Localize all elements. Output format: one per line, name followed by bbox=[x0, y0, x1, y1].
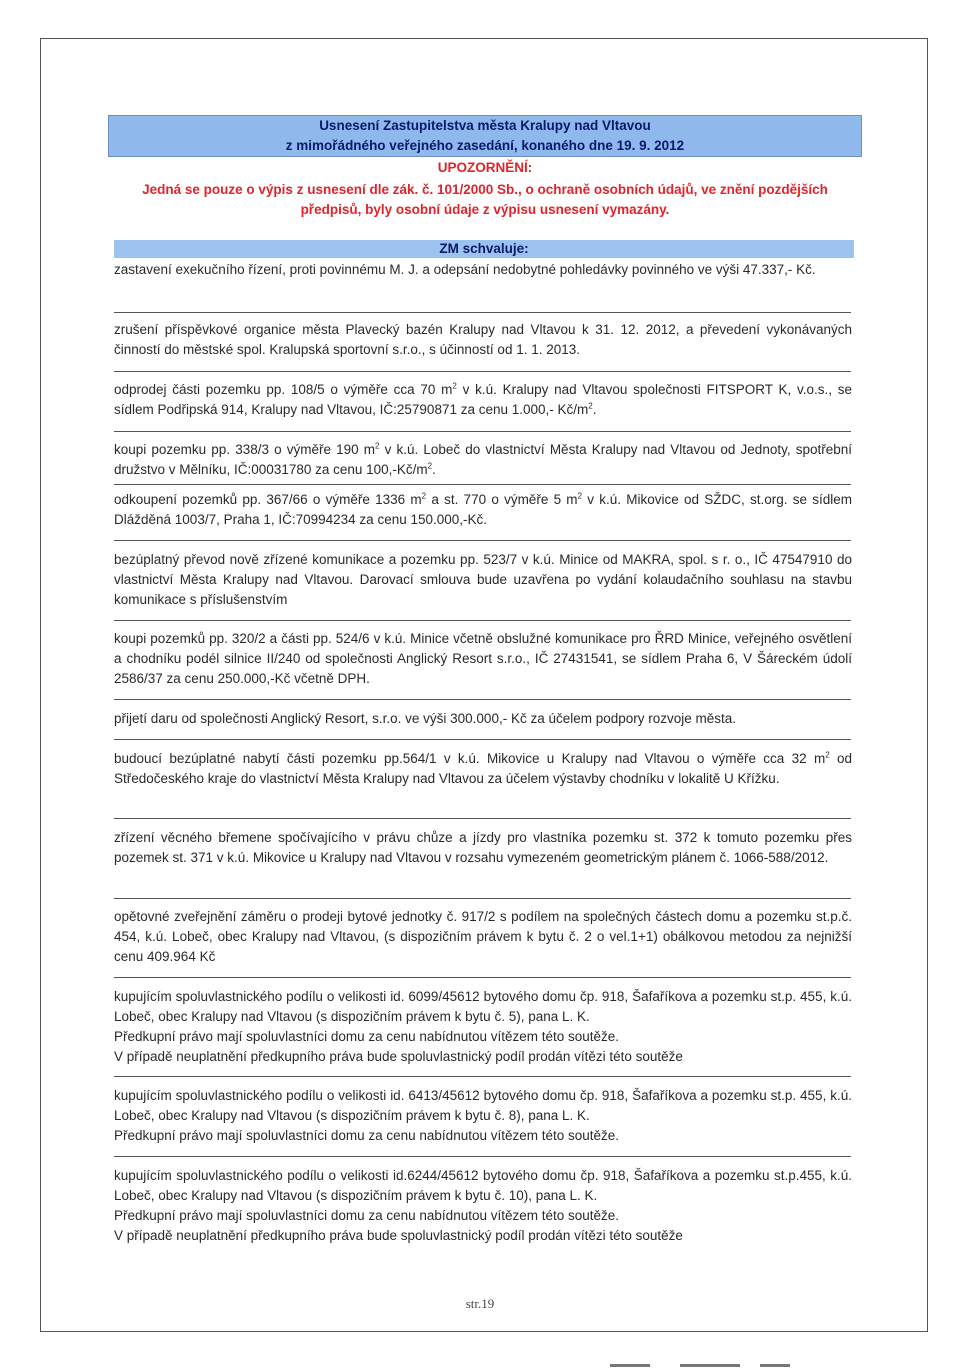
scan-mark bbox=[610, 1364, 650, 1367]
resolution-item: opětovné zveřejnění záměru o prodeji bytové jednotky č. 917/2 s podílem na společných částech domu a pozemku st.p.č. 454, k.ú. Lobeč, obec Kralupy nad Vltavou, (s dispozičním právem k bytu č. 2 o vel.1+1) obálkovou metodou za nejnižší cenu 409.964 Kč bbox=[114, 909, 852, 964]
divider bbox=[114, 540, 851, 541]
resolution-item: kupujícím spoluvlastnického podílu o velikosti id. 6413/45612 bytového domu čp. 918, Šafaříkova a pozemku st.p. 455, k.ú. Lobeč, obec Kralupy nad Vltavou (s dispozičním právem k bytu č. 8), pana L. K. Předkupní právo mají spoluvlastníci domu za cenu nabídnutou vítězem této soutěže. bbox=[114, 1088, 852, 1143]
resolution-item: bezúplatný převod nově zřízené komunikace a pozemku pp. 523/7 v k.ú. Minice od MAKRA, spol. s r. o., IČ 47547910 do vlastnictví Města Kralupy nad Vltavou. Darovací smlouva bude uzavřena po vydání kolaudačního souhlasu na stavbu komunikace s příslušenstvím bbox=[114, 552, 852, 607]
resolution-item: koupi pozemku pp. 338/3 o výměře 190 $m^2$ v k.ú. Lobeč do vlastnictví Města Kralupy nad Vltavou od Jednoty, spotřební družstvo v Mělníku, IČ:00031780 za cenu $100,-Kč/m^2$. bbox=[114, 441, 852, 477]
resolution-item: odprodej části pozemku pp. 108/5 o výměře cca 70 $m^2$ v k.ú. Kralupy nad Vltavou společnosti FITSPORT K, v.o.s., se sídlem Podřipská 914, Kralupy nad Vltavou, IČ:25790871 za cenu 1.000,- $Kč/m^2$. bbox=[114, 381, 853, 417]
section-heading: ZM schvaluje: bbox=[114, 240, 854, 258]
resolution-item: kupujícím spoluvlastnického podílu o velikosti id. 6099/45612 bytového domu čp. 918, Šafaříkova a pozemku st.p. 455, k.ú. Lobeč, obec Kralupy nad Vltavou (s dispozičním právem k bytu č. 5), pana L. K. Předkupní právo mají spoluvlastníci domu za cenu nabídnutou vítězem této soutěže. V případě neuplatnění předkupního práva bude spoluvlastnický podíl prodán vítězi této soutěže bbox=[114, 989, 852, 1064]
resolution-item: přijetí daru od společnosti Anglický Resort, s.r.o. ve výši 300.000,- Kč za účelem podpory rozvoje města. bbox=[114, 711, 737, 726]
divider bbox=[114, 977, 851, 978]
divider bbox=[114, 739, 851, 740]
header-title: Usnesení Zastupitelstva města Kralupy nad Vltavou bbox=[319, 118, 651, 133]
divider bbox=[114, 371, 851, 372]
header-subtitle: z mimořádného veřejného zasedání, konaného dne 19. 9. 2012 bbox=[285, 138, 685, 153]
divider bbox=[114, 1076, 851, 1077]
divider bbox=[114, 699, 851, 700]
divider bbox=[114, 1156, 851, 1157]
page-number: str.19 bbox=[465, 1296, 495, 1311]
resolution-item: zřízení věcného břemene spočívajícího v právu chůze a jízdy pro vlastníka pozemku st. 372 k tomuto pozemku přes pozemek st. 371 v k.ú. Mikovice u Kralupy nad Vltavou v rozsahu vymezeném geometrickým plánem č. 1066-588/2012. bbox=[114, 830, 852, 865]
resolution-item: kupujícím spoluvlastnického podílu o velikosti id.6244/45612 bytového domu čp. 918, Šafaříkova a pozemku st.p.455, k.ú. Lobeč, obec Kralupy nad Vltavou (s dispozičním právem k bytu č. 10), pana L. K. Předkupní právo mají spoluvlastníci domu za cenu nabídnutou vítězem této soutěže. V případě neuplatnění předkupního práva bude spoluvlastnický podíl prodán vítězi této soutěže bbox=[114, 1168, 852, 1243]
document-header bbox=[108, 115, 862, 157]
resolution-item: koupi pozemků pp. 320/2 a části pp. 524/6 v k.ú. Minice včetně obslužné komunikace pro ŘRD Minice, veřejného osvětlení a chodníku podél silnice II/240 od společnosti Anglický Resort s.r.o., IČ 27431541, se sídlem Praha 6, V Šáreckém údolí 2586/37 za cenu 250.000,-Kč včetně DPH. bbox=[114, 631, 852, 686]
divider bbox=[114, 620, 851, 621]
divider bbox=[114, 898, 851, 899]
scan-mark bbox=[680, 1364, 740, 1367]
resolution-item: odkoupení pozemků pp. 367/66 o výměře 1336 $m^2$ a st. 770 o výměře 5 $m^2$ v k.ú. Mikovice od SŽDC, st.org. se sídlem Dlážděná 1003/7, Praha 1, IČ:70994234 za cenu 150.000,-Kč. bbox=[114, 491, 853, 527]
divider bbox=[114, 818, 851, 819]
warning-line-2: předpisů, byly osobní údaje z výpisu usnesení vymazány. bbox=[300, 202, 670, 217]
resolution-item: budoucí bezúplatné nabytí části pozemku pp.564/1 v k.ú. Mikovice u Kralupy nad Vltavou o výměře cca 32 $m^2$ od Středočeského kraje do vlastnictví Města Kralupy nad Vltavou za účelem výstavby chodníku v lokalitě U Křížku. bbox=[114, 750, 852, 786]
warning-title: UPOZORNĚNÍ: bbox=[437, 160, 533, 175]
divider bbox=[114, 312, 851, 313]
divider bbox=[114, 431, 851, 432]
warning-line-1: Jedná se pouze o výpis z usnesení dle zák. č. 101/2000 Sb., o ochraně osobních údajů, ve znění pozdějších bbox=[142, 182, 828, 197]
resolution-item: zrušení příspěvkové organice města Plavecký bazén Kralupy nad Vltavou k 31. 12. 2012, a převedení vykonávaných činností do městské spol. Kralupská sportovní s.r.o., s účinností od 1. 1. 2013. bbox=[114, 322, 852, 357]
warning-text bbox=[108, 180, 862, 220]
resolution-item: zastavení exekučního řízení, proti povinnému M. J. a odepsání nedobytné pohledávky povinného ve výši 47.337,- Kč. bbox=[114, 262, 816, 277]
scan-mark bbox=[760, 1364, 790, 1367]
divider bbox=[114, 484, 851, 485]
